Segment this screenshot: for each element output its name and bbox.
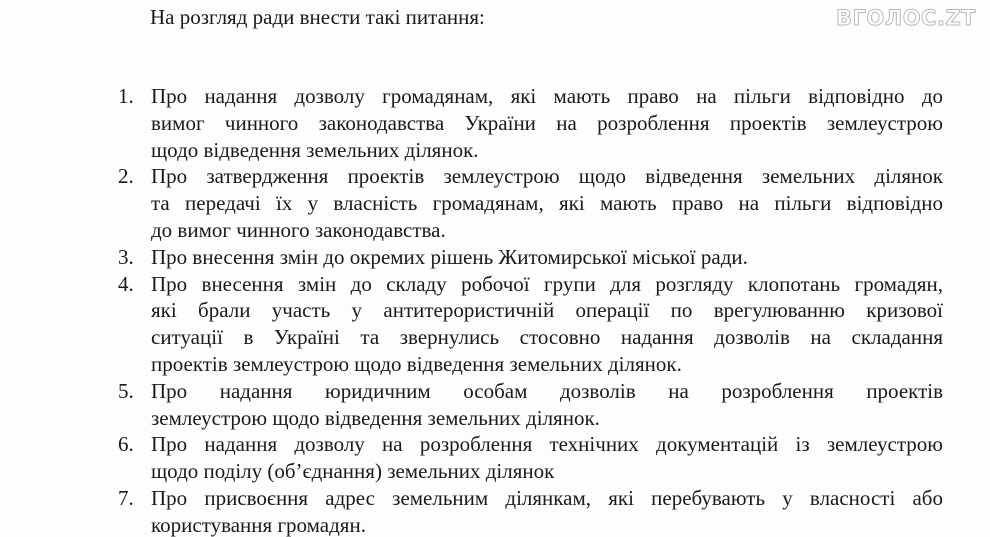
item-number: 1. <box>118 84 134 108</box>
item-line: Про присвоєння адрес земельним ділянкам, які перебувають у власності або <box>151 485 943 510</box>
list-item <box>0 378 943 432</box>
item-number: 5. <box>118 378 134 403</box>
intro-text: На розгляд ради внести такі питання: <box>150 5 485 29</box>
item-line: користування громадян. <box>151 512 366 537</box>
item-line: Про надання дозволу громадянам, які мають право на пільги відповідно до <box>151 84 943 108</box>
watermark-logo: ВГОЛОС.ZT <box>836 6 976 30</box>
item-number: 6. <box>118 432 134 457</box>
item-line: проектів землеустрою щодо відведення земельних ділянок. <box>151 351 682 376</box>
item-number: 7. <box>118 485 134 510</box>
item-line: Про внесення змін до складу робочої групи для розгляду клопотань громадян, <box>151 271 943 296</box>
list-item <box>0 271 943 378</box>
item-number: 2. <box>118 164 134 189</box>
item-line: до вимог чинного законодавства. <box>151 217 446 242</box>
agenda-list <box>0 83 943 537</box>
item-line: щодо відведення земельних ділянок. <box>151 137 479 162</box>
item-line: щодо поділу (об’єднання) земельних ділянок <box>151 459 555 484</box>
item-line: які брали участь у антитерористичній операції по врегулюванню кризової <box>151 298 943 323</box>
item-line: Про внесення змін до окремих рішень Житомирської міської ради. <box>151 244 748 269</box>
list-item <box>0 163 943 243</box>
list-item <box>0 83 943 163</box>
item-line: Про затвердження проектів землеустрою щодо відведення земельних ділянок <box>151 164 943 189</box>
item-line: ситуації в Україні та звернулись стосовно надання дозволів на складання <box>151 325 943 350</box>
item-number: 4. <box>118 271 134 296</box>
list-item <box>0 431 943 485</box>
item-line: вимог чинного законодавства України на розроблення проектів землеустрою <box>151 110 943 135</box>
item-line: Про надання юридичним особам дозволів на розроблення проектів <box>151 378 943 403</box>
item-line: та передачі їх у власність громадянам, які мають право на пільги відповідно <box>151 191 943 216</box>
item-number: 3. <box>118 244 134 269</box>
list-item <box>0 485 943 537</box>
item-line: землеустрою щодо відведення земельних ділянок. <box>151 405 600 430</box>
item-line: Про надання дозволу на розроблення технічних документацій із землеустрою <box>151 432 943 457</box>
list-item <box>0 244 943 271</box>
